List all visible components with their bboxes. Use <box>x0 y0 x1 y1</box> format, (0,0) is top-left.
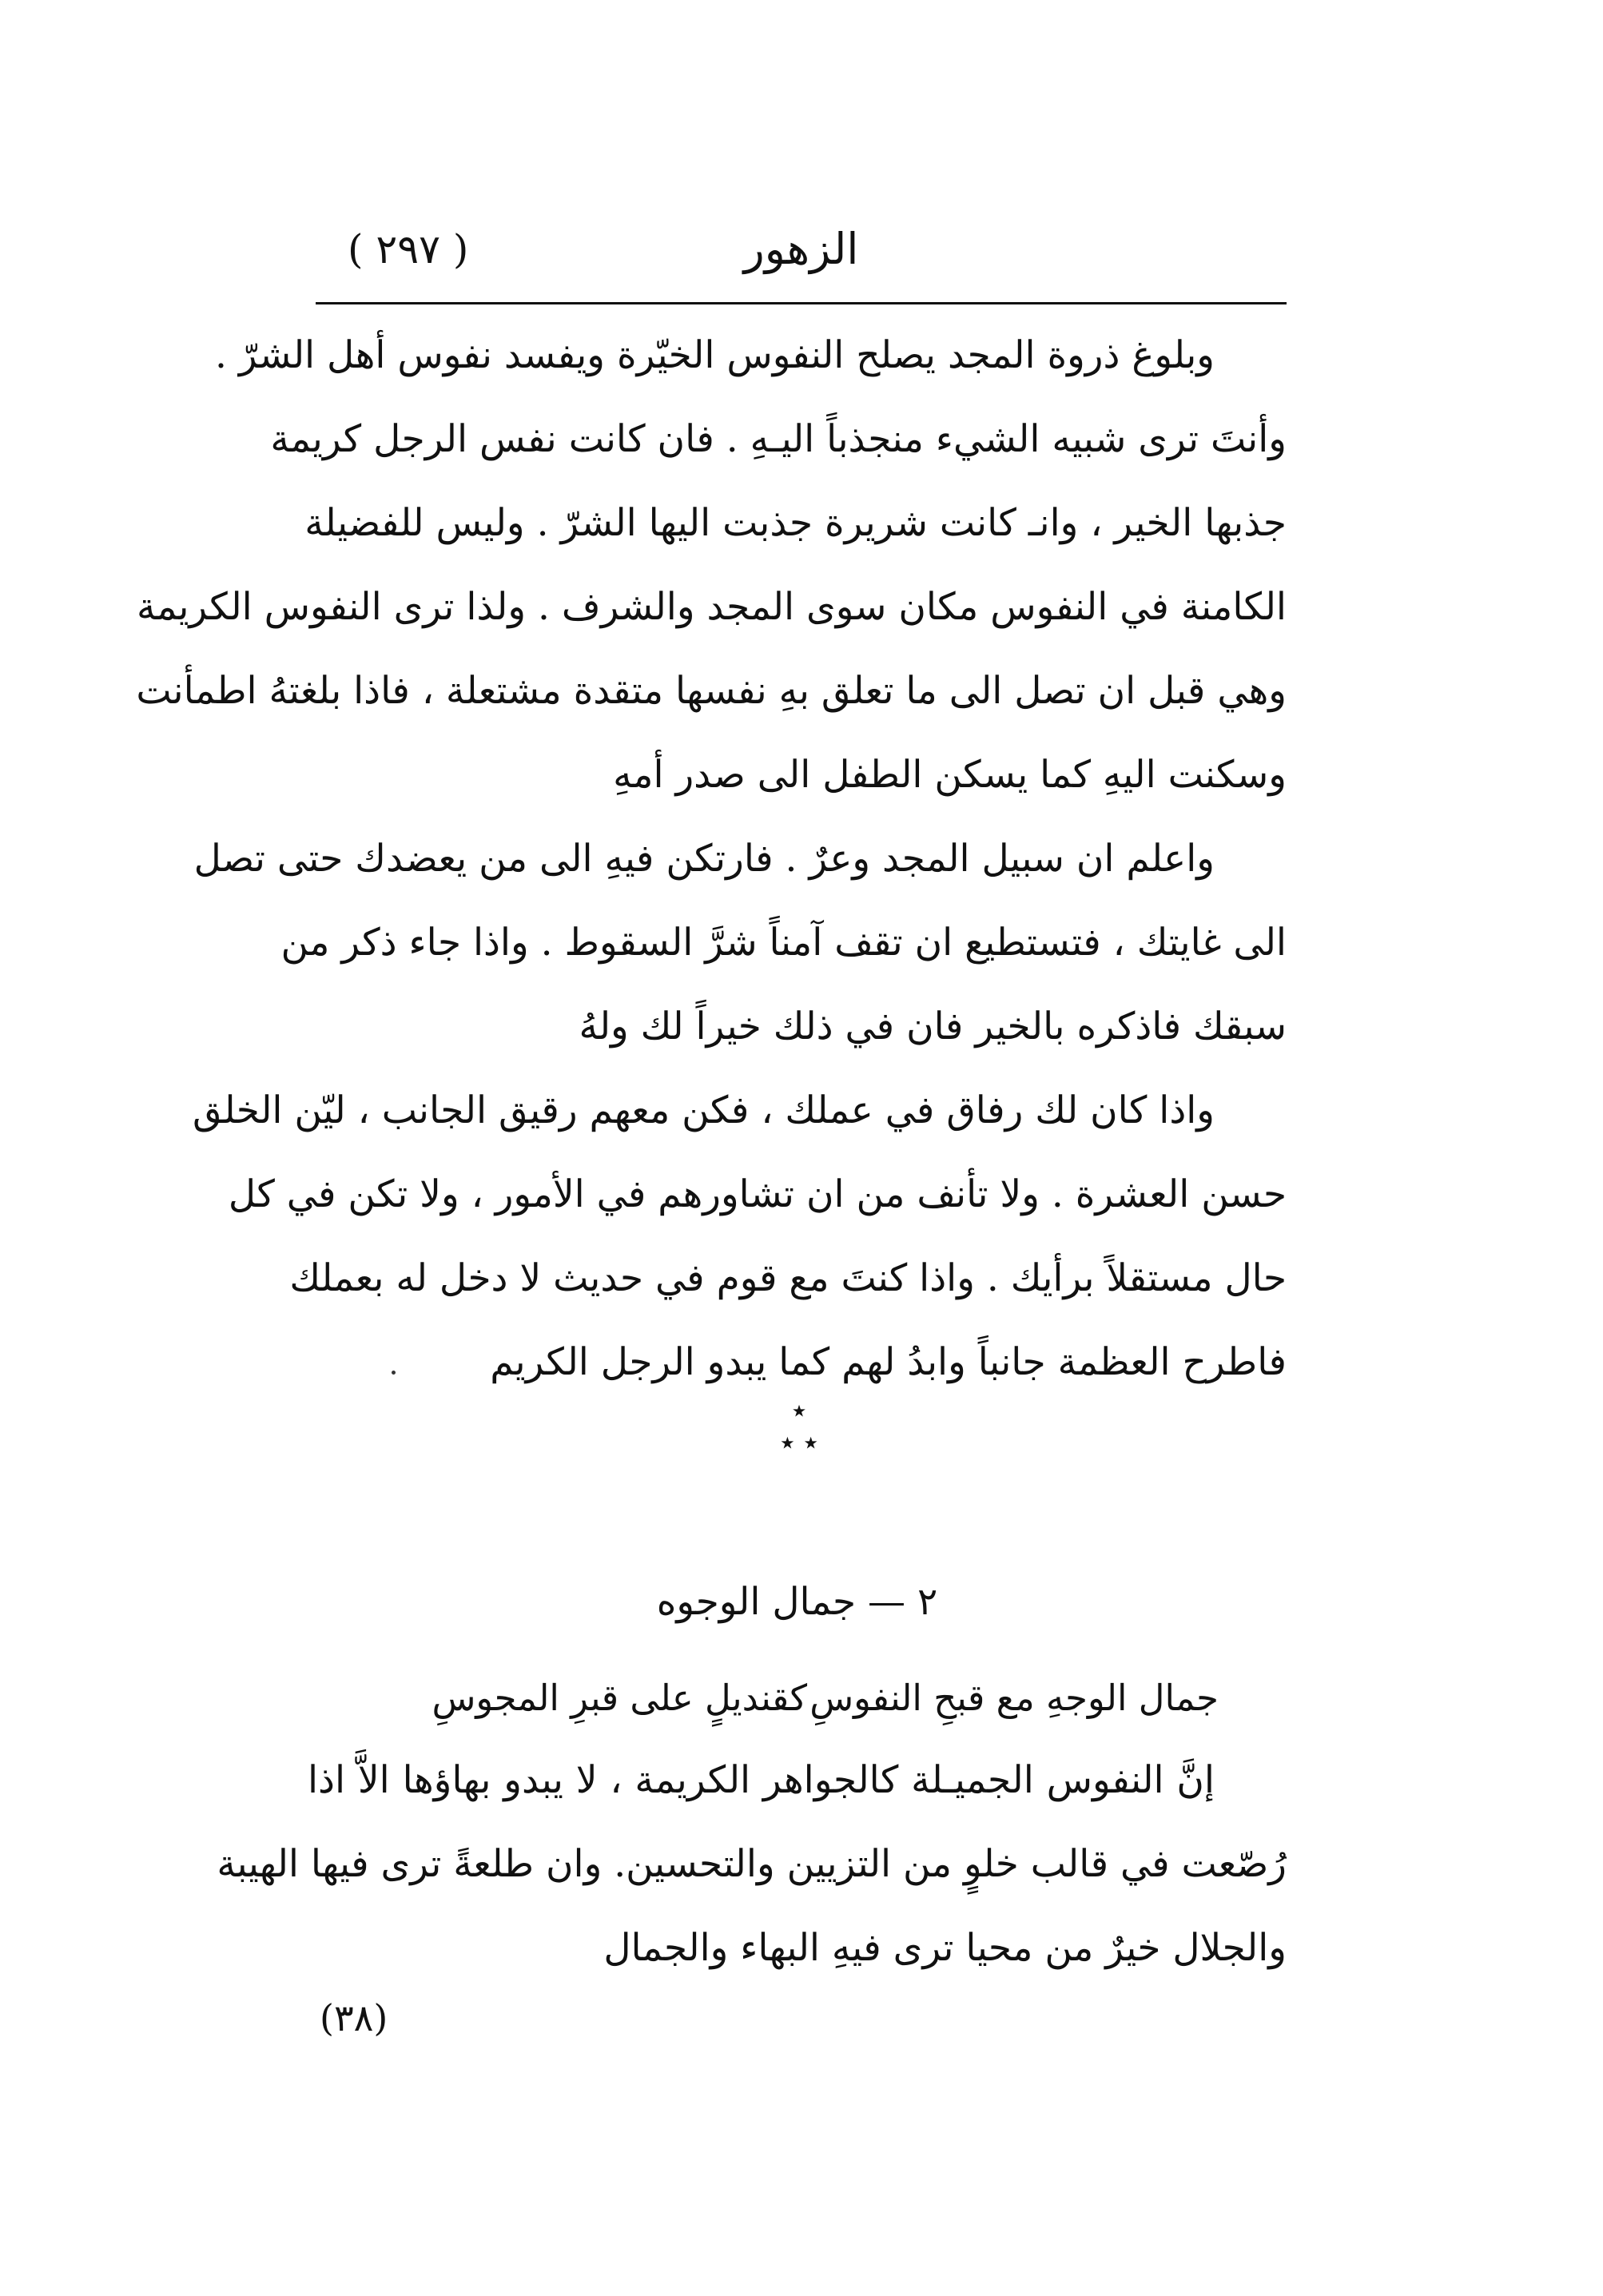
divider-star-top: ٭ <box>791 1395 807 1427</box>
verse-second-hemistich: كقنديلٍ على قبرِ المجوسِ <box>432 1677 807 1719</box>
text-line: وأنتَ ترى شبيه الشيء منجذباً اليـهِ . فان كانت نفس الرجل كريمة <box>270 417 1287 461</box>
running-header <box>316 209 1287 297</box>
verse-line <box>308 1658 1287 1738</box>
running-title: الزهور <box>743 224 859 274</box>
divider-stars-bottom: ٭ ٭ <box>780 1427 818 1458</box>
verse-first-hemistich: جمال الوجهِ مع قبحِ النفوسِ <box>809 1677 1219 1719</box>
text-line: وسكنت اليهِ كما يسكن الطفل الى صدر أمهِ <box>613 753 1287 797</box>
text-line: وهي قبل ان تصل الى ما تعلق بهِ نفسها متقدة مشتعلة ، فاذا بلغتهُ اطمأنت <box>136 669 1287 713</box>
text-line: فاطرح العظمة جانباً وابدُ لهم كما يبدو الرجل الكريم <box>490 1340 1287 1384</box>
text-line: حسن العشرة . ولا تأنف من ان تشاورهم في الأمور ، ولا تكن في كل <box>228 1172 1287 1216</box>
text-line: الكامنة في النفوس مكان سوى المجد والشرف . ولذا ترى النفوس الكريمة <box>136 585 1287 629</box>
text-line: رُصّعت في قالب خلوٍ من التزيين والتحسين. وان طلعةً ترى فيها الهيبة <box>217 1842 1287 1886</box>
text-line: والجلال خيرٌ من محيا ترى فيهِ البهاء والجمال <box>603 1926 1287 1970</box>
signature-mark: (٣٨) <box>320 1996 388 2039</box>
ink-speck <box>392 1371 396 1375</box>
text-line: وبلوغ ذروة المجد يصلح النفوس الخيّرة ويفسد نفوس أهل الشرّ . <box>214 333 1215 377</box>
text-line: إنَّ النفوس الجميـلة كالجواهر الكريمة ، لا يبدو بهاؤها الاَّ اذا <box>308 1758 1215 1802</box>
text-line: حال مستقلاً برأيك . واذا كنتَ مع قوم في حديث لا دخل له بعملك <box>289 1256 1287 1300</box>
section-divider <box>719 1395 879 1482</box>
text-line: جذبها الخير ، وانـ كانت شريرة جذبت اليها الشرّ . وليس للفضيلة <box>304 501 1287 545</box>
text-line: واعلم ان سبيل المجد وعرٌ . فارتكن فيهِ الى من يعضدك حتى تصل <box>193 837 1215 881</box>
text-line: سبقك فاذكره بالخير فان في ذلك خيراً لك ولهُ <box>579 1005 1287 1049</box>
text-line: الى غايتك ، فتستطيع ان تقف آمناً شرَّ السقوط . واذا جاء ذكر من <box>280 921 1287 965</box>
section-heading: ٢ — جمال الوجوه <box>656 1580 938 1624</box>
text-line: واذا كان لك رفاق في عملك ، فكن معهم رقيق الجانب ، ليّن الخلق <box>193 1088 1215 1132</box>
header-rule <box>316 302 1287 304</box>
page-number: ( ٢٩٧ ) <box>348 226 469 273</box>
